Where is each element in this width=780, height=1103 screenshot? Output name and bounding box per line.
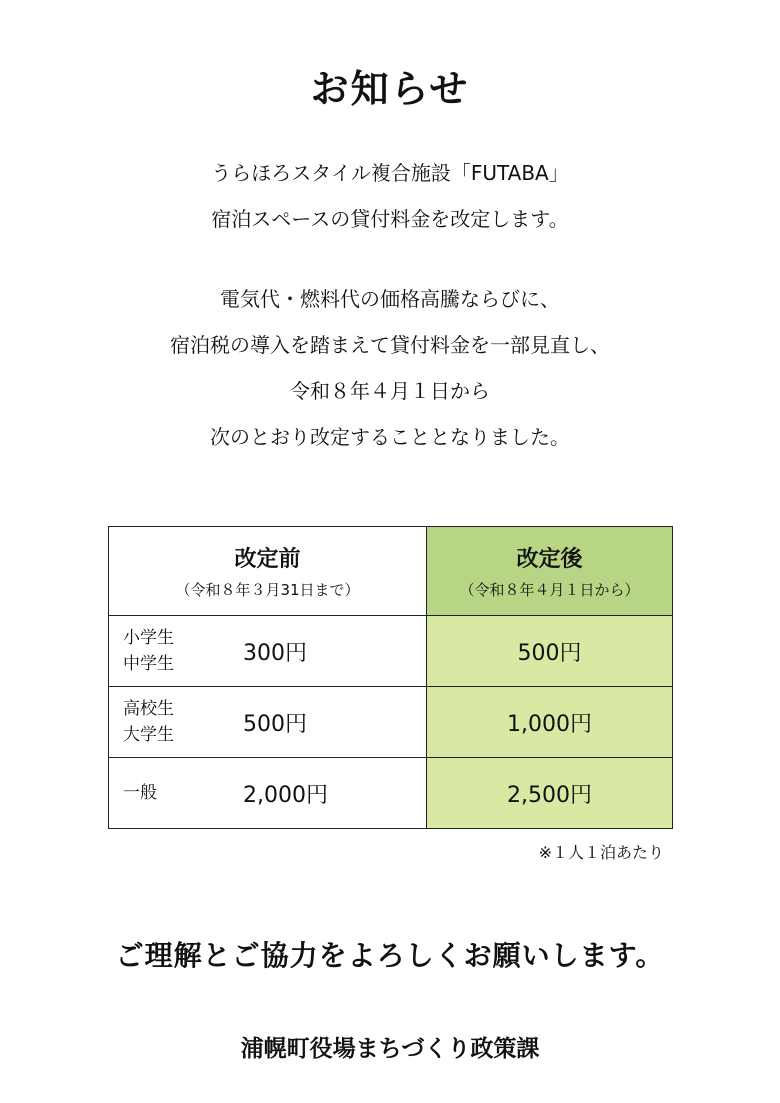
before-price: 500円: [243, 711, 307, 737]
after-subheader: （令和８年４月１日から）: [459, 581, 640, 599]
paragraph-gap: [0, 242, 780, 276]
category-line: 大学生: [123, 725, 174, 745]
intro-line: 宿泊スペースの貸付料金を改定します。: [211, 207, 569, 231]
fee-table: [108, 526, 673, 829]
after-header: 改定後: [516, 547, 583, 572]
intro-line: 宿泊税の導入を踏まえて貸付料金を一部見直し、: [170, 333, 610, 357]
after-price: 1,000円: [427, 687, 673, 758]
intro-line: うらほろスタイル複合施設「FUTABA」: [211, 161, 569, 185]
before-price: 300円: [243, 640, 307, 666]
before-header-cell: [109, 527, 427, 616]
category-label: [109, 625, 243, 677]
intro-line: 次のとおり改定することとなりました。: [210, 425, 570, 449]
category-label: [109, 780, 243, 806]
fee-table-header-row: [109, 527, 673, 616]
before-cell: [109, 616, 427, 687]
after-price: 500円: [427, 616, 673, 687]
category-line: 中学生: [123, 654, 174, 674]
table-row: [109, 687, 673, 758]
page-title: お知らせ: [310, 67, 470, 111]
category-line: 高校生: [123, 699, 174, 719]
table-row: [109, 758, 673, 829]
category-label: [109, 696, 243, 748]
category-line: 小学生: [123, 628, 174, 648]
before-price: 2,000円: [243, 782, 328, 808]
before-cell: [109, 758, 427, 829]
table-row: [109, 616, 673, 687]
intro-text: [0, 150, 780, 460]
before-subheader: （令和８年３月31日まで）: [175, 581, 360, 599]
before-header: 改定前: [234, 547, 301, 572]
after-price: 2,500円: [427, 758, 673, 829]
department-name: 浦幌町役場まちづくり政策課: [240, 1036, 540, 1062]
intro-line: 令和８年４月１日から: [290, 379, 490, 403]
fee-note: ※１人１泊あたり: [538, 843, 664, 862]
after-header-cell: [427, 527, 673, 616]
intro-line: 電気代・燃料代の価格高騰ならびに、: [220, 287, 560, 311]
category-line: 一般: [123, 783, 157, 803]
before-cell: [109, 687, 427, 758]
closing-message: ご理解とご協力をよろしくお願いします。: [115, 939, 665, 972]
